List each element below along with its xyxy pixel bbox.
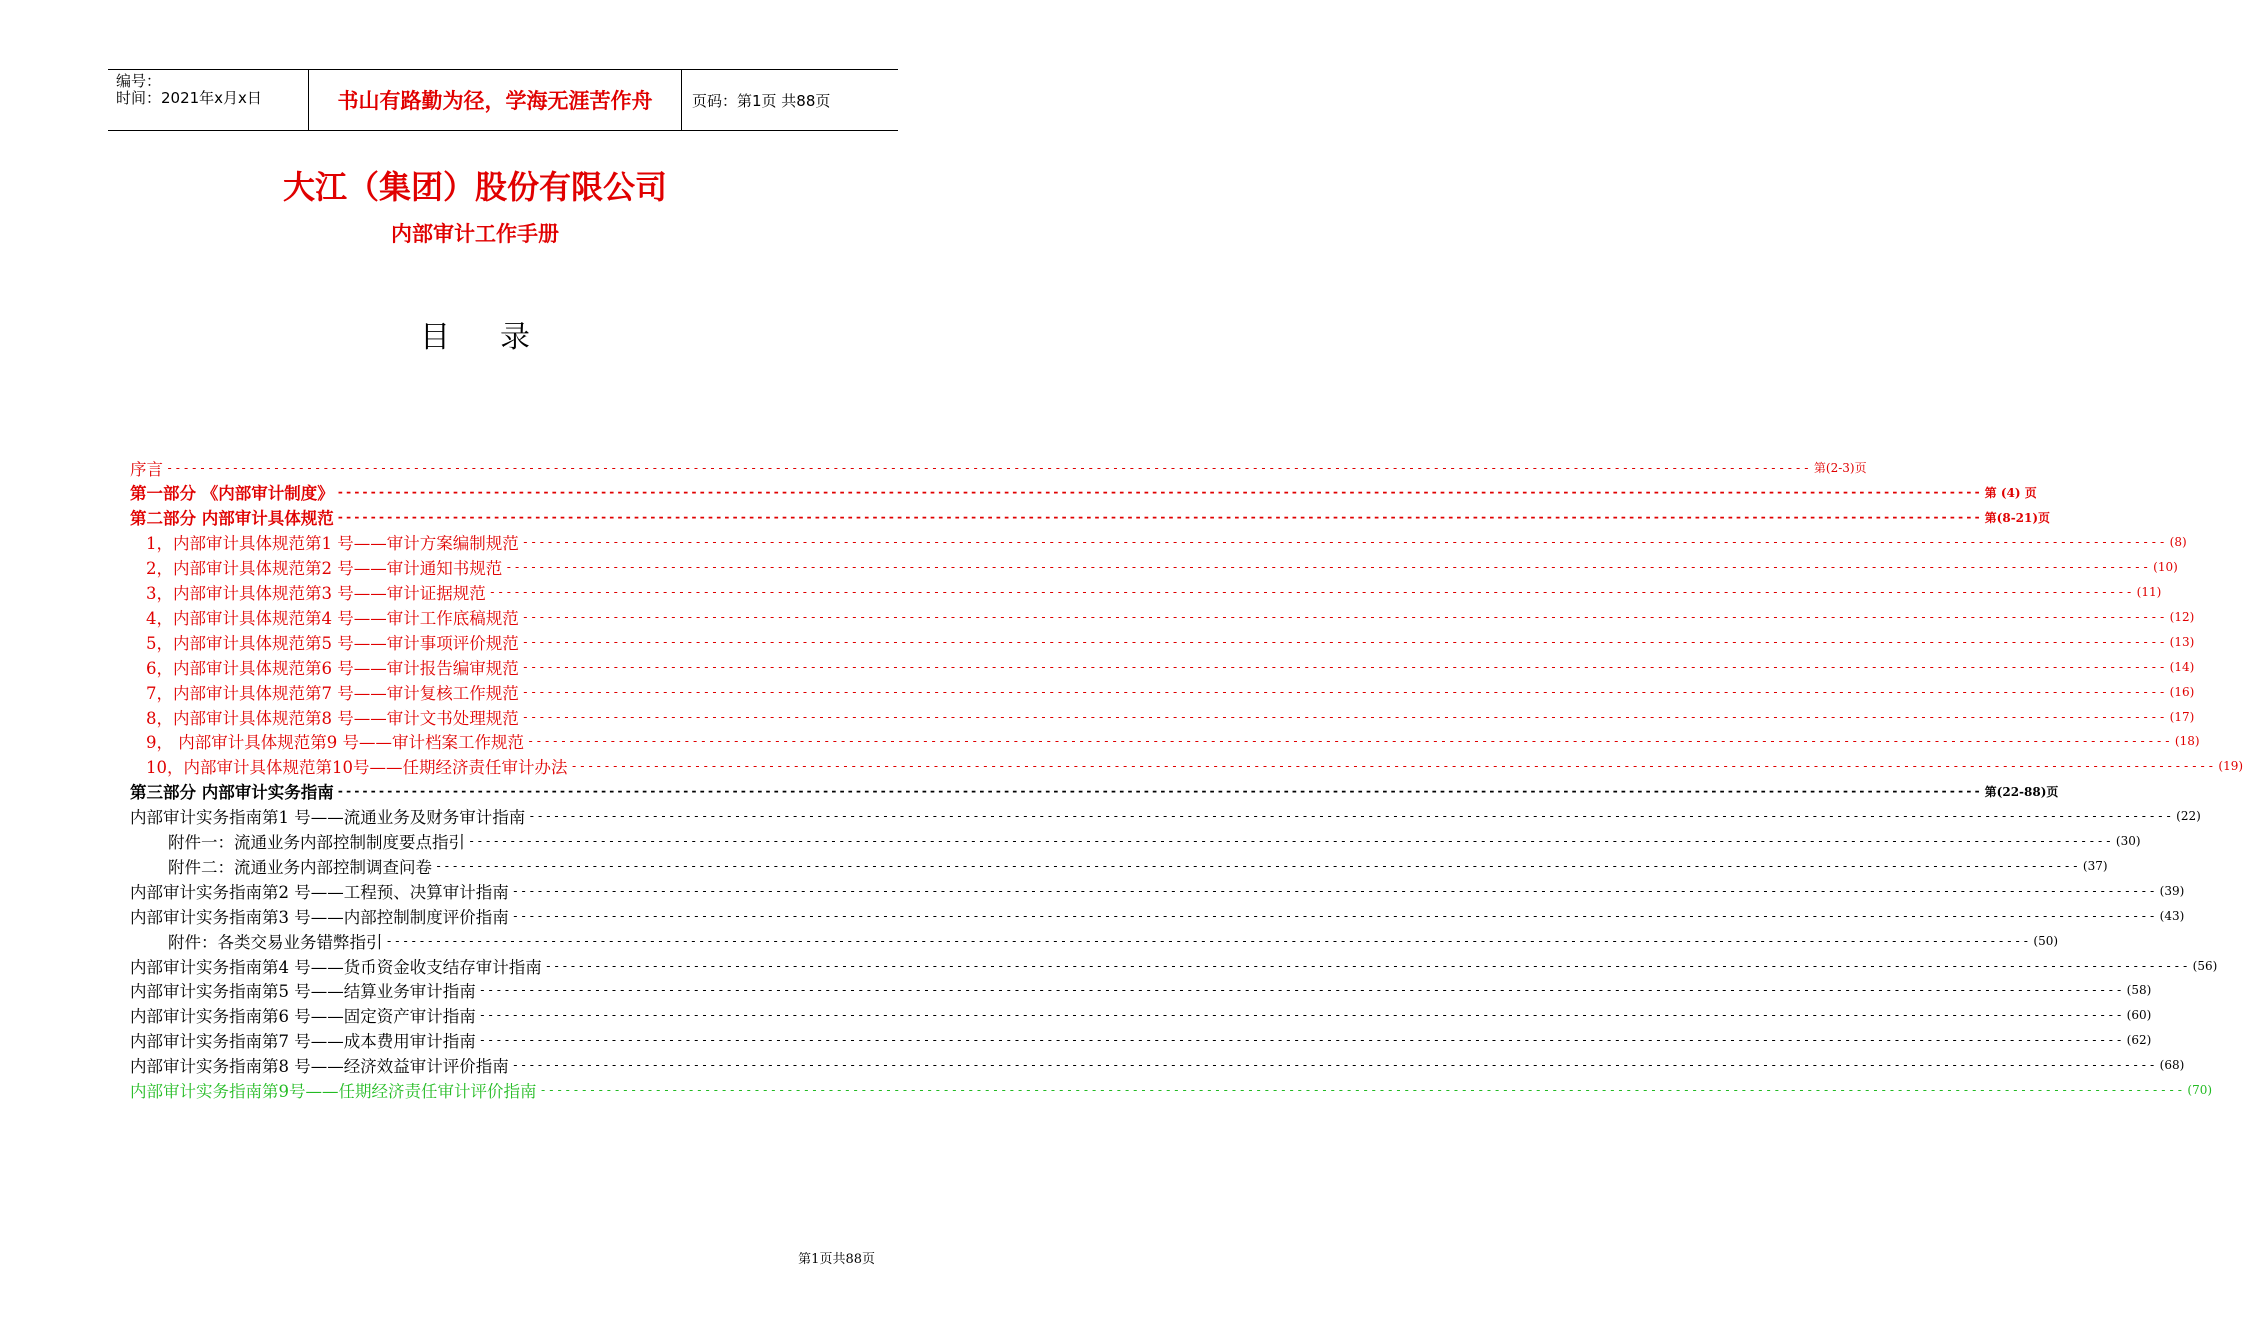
toc-entry-title: 3，内部审计具体规范第3 号——审计证据规范 xyxy=(146,584,486,603)
toc-entry-page: 第(22-88)页 xyxy=(1984,784,2059,799)
toc-leader-dashes: -------------------------------------------------------------------------------------------------------------------------------------------------------------------------------------------------------- xyxy=(468,834,2113,848)
toc-entry[interactable] xyxy=(146,530,2187,555)
toc-entry[interactable] xyxy=(146,729,2200,754)
toc-leader-dashes: -------------------------------------------------------------------------------------------------------------------------------------------------------------------------------------------------------- xyxy=(478,1008,2124,1023)
toc-entry[interactable] xyxy=(130,455,1867,480)
toc-leader-dashes: -------------------------------------------------------------------------------------------------------------------------------------------------------------------------------------------------------- xyxy=(478,1033,2124,1048)
toc-entry-page: (60) xyxy=(2126,1008,2152,1023)
toc-entry[interactable] xyxy=(146,580,2162,605)
toc-entry[interactable] xyxy=(168,829,2141,854)
toc-entry[interactable] xyxy=(168,928,2059,953)
number-label: 编号： xyxy=(116,72,162,90)
toc-entry-title: 内部审计实务指南第3 号——内部控制制度评价指南 xyxy=(130,907,509,927)
toc-entry-page: (70) xyxy=(2187,1083,2213,1097)
toc-entry-title: 内部审计实务指南第4 号——货币资金收支结存审计指南 xyxy=(130,957,542,977)
toc-entry[interactable] xyxy=(130,779,2059,804)
toc-entry[interactable] xyxy=(146,679,2195,704)
toc-leader-dashes: -------------------------------------------------------------------------------------------------------------------------------------------------------------------------------------------------------- xyxy=(544,958,2190,973)
toc-entry[interactable] xyxy=(130,1078,2213,1103)
toc-entry-title: 9， 内部审计具体规范第9 号——审计档案工作规范 xyxy=(146,733,524,753)
toc-entry-title: 第一部分 《内部审计制度》 xyxy=(130,484,334,504)
toc-entry-page: 第(2-3)页 xyxy=(1813,461,1867,475)
toc-leader-dashes: -------------------------------------------------------------------------------------------------------------------------------------------------------------------------------------------------------- xyxy=(385,933,2031,948)
toc-entry-title: 第二部分 内部审计具体规范 xyxy=(130,509,334,529)
toc-entry-title: 5，内部审计具体规范第5 号——审计事项评价规范 xyxy=(146,633,519,653)
toc-entry-page: (58) xyxy=(2126,983,2152,998)
toc-entry-title: 内部审计实务指南第6 号——固定资产审计指南 xyxy=(130,1007,476,1027)
toc-leader-dashes: -------------------------------------------------------------------------------------------------------------------------------------------------------------------------------------------------------- xyxy=(521,609,2167,624)
toc-leader-dashes: -------------------------------------------------------------------------------------------------------------------------------------------------------------------------------------------------------- xyxy=(521,684,2167,699)
toc-leader-dashes: -------------------------------------------------------------------------------------------------------------------------------------------------------------------------------------------------------- xyxy=(521,659,2167,674)
toc-entry[interactable] xyxy=(146,704,2195,729)
toc-entry[interactable] xyxy=(146,629,2195,654)
toc-entry[interactable] xyxy=(146,555,2178,580)
toc-entry-title: 10，内部审计具体规范第10号——任期经济责任审计办法 xyxy=(146,758,568,778)
toc-entry-page: (19) xyxy=(2218,759,2243,774)
toc-entry-page: (37) xyxy=(2082,858,2108,873)
toc-leader-dashes: -------------------------------------------------------------------------------------------------------------------------------------------------------------------------------------------------------- xyxy=(435,858,2080,873)
header-meta xyxy=(108,70,308,130)
toc-entry-title: 4，内部审计具体规范第4 号——审计工作底稿规范 xyxy=(146,608,519,628)
toc-leader-dashes: -------------------------------------------------------------------------------------------------------------------------------------------------------------------------------------------------------- xyxy=(488,585,2134,599)
toc-leader-dashes: -------------------------------------------------------------------------------------------------------------------------------------------------------------------------------------------------------- xyxy=(511,883,2157,898)
toc-entry-title: 6，内部审计具体规范第6 号——审计报告编审规范 xyxy=(146,658,519,678)
toc-leader-dashes: -------------------------------------------------------------------------------------------------------------------------------------------------------------------------------------------------------- xyxy=(528,809,2174,824)
toc-leader-dashes: -------------------------------------------------------------------------------------------------------------------------------------------------------------------------------------------------------- xyxy=(336,485,1982,500)
toc-entry-title: 2，内部审计具体规范第2 号——审计通知书规范 xyxy=(146,559,503,579)
toc-entry-title: 第三部分 内部审计实务指南 xyxy=(130,783,334,803)
toc-entry-title: 内部审计实务指南第7 号——成本费用审计指南 xyxy=(130,1032,476,1052)
toc-entry-page: (14) xyxy=(2169,659,2195,674)
toc-entry-title: 8，内部审计具体规范第8 号——审计文书处理规范 xyxy=(146,708,519,728)
contents-title: 目录 xyxy=(420,320,580,355)
toc-entry-title: 附件：各类交易业务错弊指引 xyxy=(168,932,383,952)
toc-entry-page: (17) xyxy=(2169,709,2195,724)
toc-entry[interactable] xyxy=(130,804,2201,829)
toc-entry-page: (11) xyxy=(2136,585,2162,599)
toc-entry[interactable] xyxy=(130,505,2051,530)
toc-leader-dashes: -------------------------------------------------------------------------------------------------------------------------------------------------------------------------------------------------------- xyxy=(511,908,2157,923)
manual-title: 内部审计工作手册 xyxy=(391,222,559,246)
toc-entry-page: (39) xyxy=(2159,883,2185,898)
toc-entry-title: 内部审计实务指南第1 号——流通业务及财务审计指南 xyxy=(130,808,526,828)
toc-entry[interactable] xyxy=(130,1028,2152,1053)
toc-entry[interactable] xyxy=(130,953,2218,978)
toc-entry[interactable] xyxy=(146,754,2243,779)
toc-entry-title: 内部审计实务指南第9号——任期经济责任审计评价指南 xyxy=(130,1082,537,1101)
toc-entry-page: (50) xyxy=(2033,933,2059,948)
toc-leader-dashes: -------------------------------------------------------------------------------------------------------------------------------------------------------------------------------------------------------- xyxy=(527,734,2172,749)
toc-entry[interactable] xyxy=(130,978,2152,1003)
toc-entry-page: (56) xyxy=(2192,958,2218,973)
toc-leader-dashes: -------------------------------------------------------------------------------------------------------------------------------------------------------------------------------------------------------- xyxy=(511,1058,2157,1073)
toc-leader-dashes: -------------------------------------------------------------------------------------------------------------------------------------------------------------------------------------------------------- xyxy=(166,460,1811,475)
toc-entry-page: 第(8-21)页 xyxy=(1984,510,2051,525)
header-strip xyxy=(108,69,898,131)
toc-entry-title: 附件一：流通业务内部控制制度要点指引 xyxy=(168,833,465,852)
toc-entry-title: 附件二：流通业务内部控制调查问卷 xyxy=(168,857,432,877)
toc-leader-dashes: -------------------------------------------------------------------------------------------------------------------------------------------------------------------------------------------------------- xyxy=(336,784,1982,799)
toc-entry-page: (12) xyxy=(2169,609,2195,624)
toc-entry-page: (62) xyxy=(2126,1033,2152,1048)
toc-leader-dashes: -------------------------------------------------------------------------------------------------------------------------------------------------------------------------------------------------------- xyxy=(336,510,1982,525)
toc-leader-dashes: -------------------------------------------------------------------------------------------------------------------------------------------------------------------------------------------------------- xyxy=(521,634,2167,649)
toc-entry-page: (43) xyxy=(2159,908,2185,923)
toc-leader-dashes: -------------------------------------------------------------------------------------------------------------------------------------------------------------------------------------------------------- xyxy=(478,983,2124,998)
toc-entry-page: (68) xyxy=(2159,1058,2185,1073)
toc-entry-page: (13) xyxy=(2169,634,2195,649)
header-page-info: 页码：第1页 共88页 xyxy=(692,91,831,110)
toc-entry-title: 内部审计实务指南第5 号——结算业务审计指南 xyxy=(130,982,476,1002)
toc-entry-title: 内部审计实务指南第8 号——经济效益审计评价指南 xyxy=(130,1057,509,1077)
toc-leader-dashes: -------------------------------------------------------------------------------------------------------------------------------------------------------------------------------------------------------- xyxy=(521,709,2167,724)
toc-entry-title: 1，内部审计具体规范第1 号——审计方案编制规范 xyxy=(146,534,519,554)
toc-entry[interactable] xyxy=(130,878,2185,903)
toc-entry[interactable] xyxy=(130,1003,2152,1028)
toc-entry-title: 内部审计实务指南第2 号——工程预、决算审计指南 xyxy=(130,882,509,902)
toc-entry-title: 7，内部审计具体规范第7 号——审计复核工作规范 xyxy=(146,683,519,703)
toc-entry[interactable] xyxy=(130,480,2037,505)
toc-entry[interactable] xyxy=(130,1053,2185,1078)
toc-entry-page: (22) xyxy=(2176,809,2201,824)
toc-leader-dashes: -------------------------------------------------------------------------------------------------------------------------------------------------------------------------------------------------------- xyxy=(521,535,2167,550)
toc-entry[interactable] xyxy=(168,853,2108,878)
toc-entry-page: 第 (4) 页 xyxy=(1984,485,2037,500)
toc-entry-page: (18) xyxy=(2174,734,2200,749)
toc-entry-page: (30) xyxy=(2115,834,2141,848)
toc-entry[interactable] xyxy=(146,604,2195,629)
toc-entry[interactable] xyxy=(130,903,2185,928)
toc-entry[interactable] xyxy=(146,654,2195,679)
toc-leader-dashes: -------------------------------------------------------------------------------------------------------------------------------------------------------------------------------------------------------- xyxy=(505,560,2151,575)
toc-leader-dashes: -------------------------------------------------------------------------------------------------------------------------------------------------------------------------------------------------------- xyxy=(570,759,2216,774)
toc-leader-dashes: -------------------------------------------------------------------------------------------------------------------------------------------------------------------------------------------------------- xyxy=(539,1083,2185,1097)
toc-entry-page: (8) xyxy=(2169,535,2187,550)
time-label: 时间：2021年x月x日 xyxy=(116,89,262,107)
company-name: 大江（集团）股份有限公司 xyxy=(282,168,667,206)
page-footer: 第1页共88页 xyxy=(798,1252,875,1267)
toc-entry-title: 序言 xyxy=(130,459,163,479)
toc-entry-page: (16) xyxy=(2169,684,2195,699)
toc-entry-page: (10) xyxy=(2153,560,2178,575)
header-motto: 书山有路勤为径，学海无涯苦作舟 xyxy=(308,70,682,130)
